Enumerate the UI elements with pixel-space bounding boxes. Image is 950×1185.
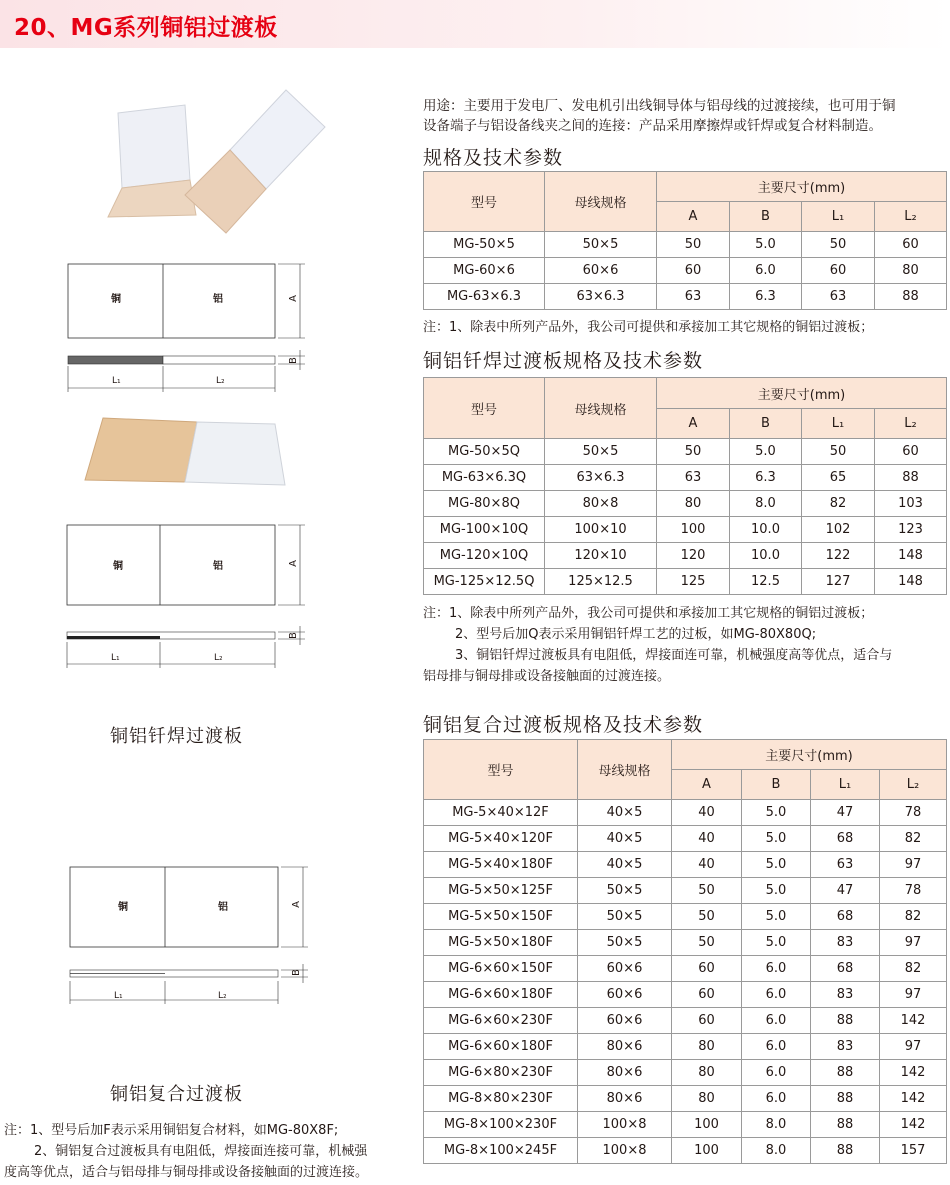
th-l1: L₁ bbox=[811, 770, 880, 800]
cell-l1: 50 bbox=[802, 232, 875, 258]
cell-l2: 60 bbox=[875, 232, 947, 258]
cell-b: 5.0 bbox=[742, 852, 811, 878]
section3-title: 铜铝复合过渡板规格及技术参数 bbox=[423, 714, 704, 736]
cell-l2: 148 bbox=[875, 543, 947, 569]
table-row bbox=[424, 517, 947, 543]
cell-l1: 102 bbox=[802, 517, 875, 543]
cell-busbar: 60×6 bbox=[545, 258, 657, 284]
cell-busbar: 100×10 bbox=[545, 517, 657, 543]
cell-model: MG-100×10Q bbox=[424, 517, 545, 543]
cell-l1: 88 bbox=[811, 1086, 880, 1112]
diagram3-a-label: A bbox=[290, 901, 302, 908]
cell-l2: 97 bbox=[880, 852, 947, 878]
cell-l2: 103 bbox=[875, 491, 947, 517]
cell-l1: 127 bbox=[802, 569, 875, 595]
th-b: B bbox=[730, 202, 802, 232]
cell-l2: 97 bbox=[880, 1034, 947, 1060]
diagram3-copper-label: 铜 bbox=[118, 902, 128, 913]
cell-l1: 68 bbox=[811, 956, 880, 982]
cell-a: 40 bbox=[672, 826, 742, 852]
cell-busbar: 80×6 bbox=[578, 1086, 672, 1112]
cell-a: 60 bbox=[672, 982, 742, 1008]
cell-a: 60 bbox=[672, 956, 742, 982]
cell-model: MG-5×40×180F bbox=[424, 852, 578, 878]
cell-model: MG-5×50×125F bbox=[424, 878, 578, 904]
large-plate bbox=[185, 90, 325, 233]
th-model: 型号 bbox=[424, 740, 578, 800]
cell-l1: 122 bbox=[802, 543, 875, 569]
caption-brazed: 铜铝钎焊过渡板 bbox=[110, 726, 243, 747]
cell-busbar: 80×6 bbox=[578, 1060, 672, 1086]
table2-body bbox=[424, 439, 947, 595]
cell-l1: 83 bbox=[811, 930, 880, 956]
technical-drawing-3 bbox=[65, 864, 315, 1006]
cell-a: 80 bbox=[672, 1086, 742, 1112]
th-l2: L₂ bbox=[875, 409, 947, 439]
table-row bbox=[424, 258, 947, 284]
cell-l1: 50 bbox=[802, 439, 875, 465]
cell-b: 5.0 bbox=[742, 826, 811, 852]
cell-model: MG-63×6.3 bbox=[424, 284, 545, 310]
cell-busbar: 50×5 bbox=[578, 878, 672, 904]
section2-title: 铜铝钎焊过渡板规格及技术参数 bbox=[423, 350, 704, 372]
cell-l2: 88 bbox=[875, 284, 947, 310]
diagram1-a-label: A bbox=[287, 295, 299, 302]
cell-a: 60 bbox=[657, 258, 730, 284]
product-photo-friction-plates bbox=[60, 85, 330, 235]
cell-a: 100 bbox=[672, 1138, 742, 1164]
th-dims: 主要尺寸(mm) bbox=[672, 740, 947, 770]
diagram3-l1-label: L₁ bbox=[114, 991, 123, 1001]
cell-l1: 82 bbox=[802, 491, 875, 517]
cell-a: 50 bbox=[672, 904, 742, 930]
technical-drawing-2 bbox=[60, 522, 310, 672]
cell-l1: 68 bbox=[811, 826, 880, 852]
cell-busbar: 60×6 bbox=[578, 1008, 672, 1034]
cell-model: MG-8×100×230F bbox=[424, 1112, 578, 1138]
cell-b: 12.5 bbox=[730, 569, 802, 595]
cell-a: 80 bbox=[672, 1060, 742, 1086]
cell-a: 120 bbox=[657, 543, 730, 569]
cell-a: 100 bbox=[672, 1112, 742, 1138]
cell-busbar: 63×6.3 bbox=[545, 465, 657, 491]
section2-note-2: 2、型号后加Q表示采用铜铝钎焊工艺的过板，如MG-80X80Q; bbox=[455, 627, 817, 642]
table-row bbox=[424, 465, 947, 491]
table-row bbox=[424, 569, 947, 595]
cell-l2: 78 bbox=[880, 878, 947, 904]
cell-l2: 82 bbox=[880, 826, 947, 852]
cell-model: MG-50×5 bbox=[424, 232, 545, 258]
cell-a: 60 bbox=[672, 1008, 742, 1034]
cell-busbar: 40×5 bbox=[578, 852, 672, 878]
cell-l2: 82 bbox=[880, 956, 947, 982]
cell-b: 10.0 bbox=[730, 543, 802, 569]
bottom-note-2: 2、铜铝复合过渡板具有电阻低，焊接面连接可靠，机械强 bbox=[34, 1144, 368, 1159]
th-b: B bbox=[730, 409, 802, 439]
cell-b: 6.0 bbox=[742, 982, 811, 1008]
cell-b: 5.0 bbox=[742, 930, 811, 956]
table-row bbox=[424, 982, 947, 1008]
table-row bbox=[424, 1034, 947, 1060]
cell-b: 6.0 bbox=[742, 1060, 811, 1086]
table-row bbox=[424, 826, 947, 852]
cell-a: 100 bbox=[657, 517, 730, 543]
table-row bbox=[424, 1112, 947, 1138]
th-l2: L₂ bbox=[875, 202, 947, 232]
cell-a: 50 bbox=[672, 878, 742, 904]
cell-l1: 88 bbox=[811, 1112, 880, 1138]
section2-note-1: 注：1、除表中所列产品外，我公司可提供和承接加工其它规格的铜铝过渡板； bbox=[423, 606, 874, 621]
cell-busbar: 50×5 bbox=[545, 439, 657, 465]
th-model: 型号 bbox=[424, 172, 545, 232]
small-plate bbox=[108, 105, 196, 217]
cell-model: MG-63×6.3Q bbox=[424, 465, 545, 491]
cell-l1: 63 bbox=[811, 852, 880, 878]
cell-b: 6.0 bbox=[730, 258, 802, 284]
cell-model: MG-6×60×180F bbox=[424, 982, 578, 1008]
cell-a: 50 bbox=[672, 930, 742, 956]
cell-a: 125 bbox=[657, 569, 730, 595]
cell-l2: 60 bbox=[875, 439, 947, 465]
diagram2-l2-label: L₂ bbox=[214, 653, 223, 663]
table-row bbox=[424, 284, 947, 310]
cell-model: MG-8×100×245F bbox=[424, 1138, 578, 1164]
cell-model: MG-50×5Q bbox=[424, 439, 545, 465]
cell-busbar: 40×5 bbox=[578, 826, 672, 852]
cell-l1: 88 bbox=[811, 1060, 880, 1086]
cell-b: 6.0 bbox=[742, 1086, 811, 1112]
cell-model: MG-6×60×180F bbox=[424, 1034, 578, 1060]
th-busbar: 母线规格 bbox=[545, 172, 657, 232]
cell-b: 6.3 bbox=[730, 465, 802, 491]
cell-b: 5.0 bbox=[742, 800, 811, 826]
cell-model: MG-120×10Q bbox=[424, 543, 545, 569]
diagram3-aluminum-label: 铝 bbox=[218, 902, 228, 913]
diagram2-a-label: A bbox=[287, 560, 299, 567]
table-row bbox=[424, 904, 947, 930]
cell-busbar: 50×5 bbox=[545, 232, 657, 258]
diagram1-l2-label: L₂ bbox=[216, 376, 225, 386]
technical-drawing-1 bbox=[60, 260, 310, 395]
cell-l1: 65 bbox=[802, 465, 875, 491]
cell-l2: 148 bbox=[875, 569, 947, 595]
caption-composite: 铜铝复合过渡板 bbox=[110, 1084, 243, 1105]
product-photo-brazed-plate bbox=[85, 410, 290, 485]
bottom-note-1: 注：1、型号后加F表示采用铜铝复合材料，如MG-80X8F; bbox=[4, 1123, 339, 1138]
cell-l2: 157 bbox=[880, 1138, 947, 1164]
table-row bbox=[424, 543, 947, 569]
table-row bbox=[424, 491, 947, 517]
cell-a: 63 bbox=[657, 284, 730, 310]
cell-l2: 88 bbox=[875, 465, 947, 491]
section2-note-4: 铝母排与铜母排或设备接触面的过渡连接。 bbox=[423, 669, 671, 684]
spec-table-3 bbox=[423, 739, 947, 1164]
table3-body bbox=[424, 800, 947, 1164]
cell-l2: 80 bbox=[875, 258, 947, 284]
th-a: A bbox=[657, 202, 730, 232]
cell-model: MG-5×40×120F bbox=[424, 826, 578, 852]
cell-l1: 47 bbox=[811, 878, 880, 904]
cell-busbar: 125×12.5 bbox=[545, 569, 657, 595]
page-title: 20、MG系列铜铝过渡板 bbox=[14, 15, 278, 41]
section2-note-3: 3、铜铝钎焊过渡板具有电阻低，焊接面连可靠，机械强度高等优点，适合与 bbox=[455, 648, 893, 663]
diagram3-b-label: B bbox=[290, 969, 302, 976]
cell-a: 80 bbox=[672, 1034, 742, 1060]
table-row bbox=[424, 800, 947, 826]
cell-l2: 142 bbox=[880, 1112, 947, 1138]
th-dims: 主要尺寸(mm) bbox=[657, 378, 947, 409]
cell-l2: 123 bbox=[875, 517, 947, 543]
cell-a: 50 bbox=[657, 439, 730, 465]
cell-a: 50 bbox=[657, 232, 730, 258]
cell-busbar: 100×8 bbox=[578, 1138, 672, 1164]
diagram2-copper-label: 铜 bbox=[113, 561, 123, 572]
cell-l1: 88 bbox=[811, 1138, 880, 1164]
usage-line-2: 设备端子与铝设备线夹之间的连接：产品采用摩擦焊或钎焊或复合材料制造。 bbox=[423, 118, 882, 134]
diagram3-l2-label: L₂ bbox=[218, 991, 227, 1001]
table-row bbox=[424, 852, 947, 878]
cell-busbar: 100×8 bbox=[578, 1112, 672, 1138]
cell-l2: 142 bbox=[880, 1060, 947, 1086]
table-row bbox=[424, 1138, 947, 1164]
section1-note: 注：1、除表中所列产品外，我公司可提供和承接加工其它规格的铜铝过渡板； bbox=[423, 320, 874, 335]
th-model: 型号 bbox=[424, 378, 545, 439]
spec-table-2 bbox=[423, 377, 947, 595]
cell-l1: 88 bbox=[811, 1008, 880, 1034]
cell-b: 8.0 bbox=[730, 491, 802, 517]
cell-a: 63 bbox=[657, 465, 730, 491]
cell-b: 5.0 bbox=[742, 878, 811, 904]
th-l1: L₁ bbox=[802, 202, 875, 232]
cell-busbar: 60×6 bbox=[578, 982, 672, 1008]
cell-b: 5.0 bbox=[730, 232, 802, 258]
th-dims: 主要尺寸(mm) bbox=[657, 172, 947, 202]
cell-model: MG-80×8Q bbox=[424, 491, 545, 517]
cell-busbar: 50×5 bbox=[578, 904, 672, 930]
table1-body bbox=[424, 232, 947, 310]
th-l1: L₁ bbox=[802, 409, 875, 439]
cell-model: MG-125×12.5Q bbox=[424, 569, 545, 595]
th-busbar: 母线规格 bbox=[578, 740, 672, 800]
cell-b: 5.0 bbox=[742, 904, 811, 930]
cell-busbar: 40×5 bbox=[578, 800, 672, 826]
bottom-note-3: 度高等优点，适合与铝母排与铜母排或设备接触面的过渡连接。 bbox=[4, 1165, 369, 1180]
table-row bbox=[424, 878, 947, 904]
table-row bbox=[424, 956, 947, 982]
diagram1-copper-label: 铜 bbox=[111, 294, 121, 305]
cell-l2: 97 bbox=[880, 982, 947, 1008]
usage-line-1: 用途：主要用于发电厂、发电机引出线铜导体与铝母线的过渡接续，也可用于铜 bbox=[423, 98, 896, 114]
table-row bbox=[424, 439, 947, 465]
diagram2-b-label: B bbox=[287, 632, 299, 639]
cell-busbar: 60×6 bbox=[578, 956, 672, 982]
table-row bbox=[424, 1008, 947, 1034]
th-a: A bbox=[672, 770, 742, 800]
cell-busbar: 120×10 bbox=[545, 543, 657, 569]
cell-model: MG-8×80×230F bbox=[424, 1086, 578, 1112]
cell-b: 6.0 bbox=[742, 956, 811, 982]
cell-b: 8.0 bbox=[742, 1112, 811, 1138]
diagram1-l1-label: L₁ bbox=[112, 376, 121, 386]
cell-l2: 142 bbox=[880, 1086, 947, 1112]
cell-l2: 97 bbox=[880, 930, 947, 956]
cell-model: MG-5×40×12F bbox=[424, 800, 578, 826]
cell-l2: 82 bbox=[880, 904, 947, 930]
cell-model: MG-6×60×150F bbox=[424, 956, 578, 982]
cell-busbar: 80×8 bbox=[545, 491, 657, 517]
th-busbar: 母线规格 bbox=[545, 378, 657, 439]
cell-a: 80 bbox=[657, 491, 730, 517]
cell-model: MG-60×6 bbox=[424, 258, 545, 284]
cell-model: MG-6×60×230F bbox=[424, 1008, 578, 1034]
cell-b: 6.0 bbox=[742, 1008, 811, 1034]
cell-l2: 142 bbox=[880, 1008, 947, 1034]
th-l2: L₂ bbox=[880, 770, 947, 800]
cell-model: MG-5×50×180F bbox=[424, 930, 578, 956]
cell-l1: 68 bbox=[811, 904, 880, 930]
section1-title: 规格及技术参数 bbox=[423, 147, 564, 169]
diagram1-b-label: B bbox=[287, 357, 299, 364]
th-b: B bbox=[742, 770, 811, 800]
cell-l1: 83 bbox=[811, 1034, 880, 1060]
table-row bbox=[424, 1086, 947, 1112]
diagram1-aluminum-label: 铝 bbox=[213, 294, 223, 305]
cell-l2: 78 bbox=[880, 800, 947, 826]
cell-busbar: 63×6.3 bbox=[545, 284, 657, 310]
cell-l1: 60 bbox=[802, 258, 875, 284]
cell-b: 5.0 bbox=[730, 439, 802, 465]
table-row bbox=[424, 232, 947, 258]
cell-l1: 63 bbox=[802, 284, 875, 310]
cell-l1: 47 bbox=[811, 800, 880, 826]
diagram2-aluminum-label: 铝 bbox=[213, 561, 223, 572]
diagram2-l1-label: L₁ bbox=[111, 653, 120, 663]
cell-b: 6.0 bbox=[742, 1034, 811, 1060]
th-a: A bbox=[657, 409, 730, 439]
cell-model: MG-6×80×230F bbox=[424, 1060, 578, 1086]
table-row bbox=[424, 1060, 947, 1086]
cell-busbar: 50×5 bbox=[578, 930, 672, 956]
cell-a: 40 bbox=[672, 852, 742, 878]
cell-model: MG-5×50×150F bbox=[424, 904, 578, 930]
spec-table-1 bbox=[423, 171, 947, 310]
cell-b: 10.0 bbox=[730, 517, 802, 543]
cell-b: 6.3 bbox=[730, 284, 802, 310]
cell-b: 8.0 bbox=[742, 1138, 811, 1164]
table-row bbox=[424, 930, 947, 956]
cell-a: 40 bbox=[672, 800, 742, 826]
cell-l1: 83 bbox=[811, 982, 880, 1008]
cell-busbar: 80×6 bbox=[578, 1034, 672, 1060]
